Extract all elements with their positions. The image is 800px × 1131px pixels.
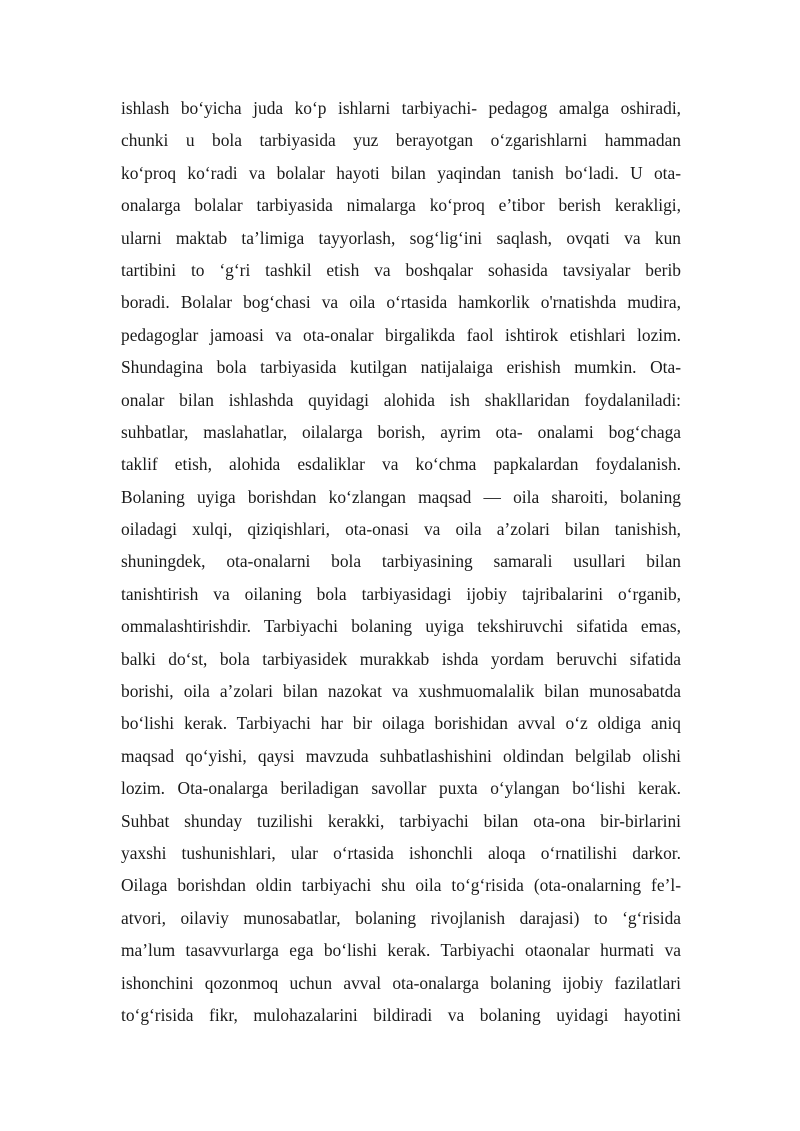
- text-line: ko‘proq ko‘radi va bolalar hayoti bilan yaqindan tanish bo‘ladi. U ota-: [121, 162, 681, 183]
- text-line: ommalashtirishdir. Tarbiyachi bolaning uyiga tekshiruvchi sifatida emas,: [121, 616, 681, 637]
- text-line: atvori, oilaviy munosabatlar, bolaning rivojlanish darajasi) to ‘g‘risida: [121, 907, 681, 928]
- text-line: Bolaning uyiga borishdan ko‘zlangan maqsad — oila sharoiti, bolaning: [121, 486, 681, 507]
- text-line: pedagoglar jamoasi va ota-onalar birgalikda faol ishtirok etishlari lozim.: [121, 324, 681, 345]
- text-line: balki do‘st, bola tarbiyasidek murakkab ishda yordam beruvchi sifatida: [121, 648, 681, 669]
- text-line: lozim. Ota-onalarga beriladigan savollar puxta o‘ylangan bo‘lishi kerak.: [121, 778, 681, 799]
- text-line: shuningdek, ota-onalarni bola tarbiyasining samarali usullari bilan: [121, 551, 681, 572]
- text-line: Suhbat shunday tuzilishi kerakki, tarbiyachi bilan ota-ona bir-birlarini: [121, 810, 681, 831]
- text-line: onalarga bolalar tarbiyasida nimalarga ko‘proq e’tibor berish kerakligi,: [121, 195, 681, 216]
- text-line: borishi, oila a’zolari bilan nazokat va xushmuomalalik bilan munosabatda: [121, 681, 681, 702]
- text-line: boradi. Bolalar bog‘chasi va oila o‘rtasida hamkorlik o'rnatishda mudira,: [121, 292, 681, 313]
- text-line: ularni maktab ta’limiga tayyorlash, sog‘lig‘ini saqlash, ovqati va kun: [121, 227, 681, 248]
- text-line: Oilaga borishdan oldin tarbiyachi shu oila to‘g‘risida (ota-onalarning fe’l-: [121, 875, 681, 896]
- body-text: [121, 92, 681, 1031]
- text-line: tartibini to ‘g‘ri tashkil etish va boshqalar sohasida tavsiyalar berib: [121, 259, 681, 280]
- text-line: yaxshi tushunishlari, ular o‘rtasida ishonchli aloqa o‘rnatilishi darkor.: [121, 842, 681, 863]
- text-line: suhbatlar, maslahatlar, oilalarga borish, ayrim ota- onalami bog‘chaga: [121, 421, 681, 442]
- text-line: ishlash bo‘yicha juda ko‘p ishlarni tarbiyachi- pedagog amalga oshiradi,: [121, 98, 681, 118]
- text-line: chunki u bola tarbiyasida yuz berayotgan o‘zgarishlarni hammadan: [121, 130, 681, 151]
- text-line: maqsad qo‘yishi, qaysi mavzuda suhbatlashishini oldindan belgilab olishi: [121, 745, 681, 766]
- text-line: bo‘lishi kerak. Tarbiyachi har bir oilaga borishidan avval o‘z oldiga aniq: [121, 713, 681, 734]
- text-line: tanishtirish va oilaning bola tarbiyasidagi ijobiy tajribalarini o‘rganib,: [121, 583, 681, 604]
- text-line: taklif etish, alohida esdaliklar va ko‘chma papkalardan foydalanish.: [121, 454, 681, 475]
- text-line: oiladagi xulqi, qiziqishlari, ota-onasi va oila a’zolari bilan tanishish,: [121, 519, 681, 540]
- text-line: Shundagina bola tarbiyasida kutilgan natijalaiga erishish mumkin. Ota-: [121, 357, 681, 378]
- text-line: to‘g‘risida fikr, mulohazalarini bildiradi va bolaning uyidagi hayotini: [121, 1004, 681, 1025]
- text-line: onalar bilan ishlashda quyidagi alohida ish shakllaridan foydalaniladi:: [121, 389, 681, 410]
- text-line: ma’lum tasavvurlarga ega bo‘lishi kerak. Tarbiyachi otaonalar hurmati va: [121, 940, 681, 961]
- text-line: ishonchini qozonmoq uchun avval ota-onalarga bolaning ijobiy fazilatlari: [121, 972, 681, 993]
